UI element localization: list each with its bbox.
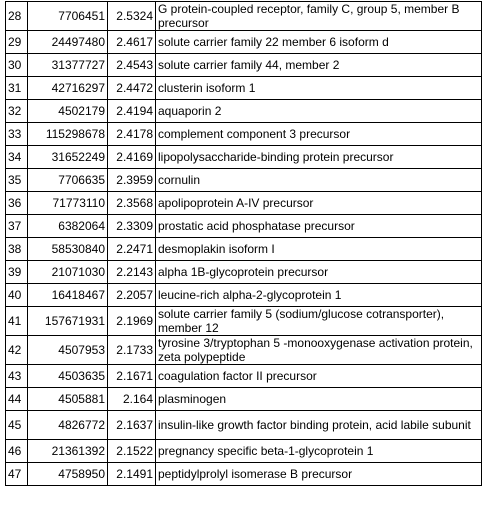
- gi-number-cell: 16418467: [28, 284, 108, 307]
- score-cell: 2.1969: [108, 307, 156, 336]
- row-index-cell: 42: [6, 336, 28, 365]
- gi-number-cell: 58530840: [28, 238, 108, 261]
- protein-table-document: [5, 1, 482, 486]
- description-cell: clusterin isoform 1: [156, 77, 482, 100]
- score-cell: 2.1671: [108, 365, 156, 388]
- description-cell: apolipoprotein A-IV precursor: [156, 192, 482, 215]
- table-row: [6, 146, 482, 169]
- description-cell: coagulation factor II precursor: [156, 365, 482, 388]
- gi-number-cell: 21361392: [28, 440, 108, 463]
- row-index-cell: 36: [6, 192, 28, 215]
- row-index-cell: 44: [6, 388, 28, 411]
- score-cell: 2.1491: [108, 463, 156, 486]
- table-row: [6, 307, 482, 336]
- row-index-cell: 47: [6, 463, 28, 486]
- table-row: [6, 31, 482, 54]
- table-row: [6, 388, 482, 411]
- description-cell: prostatic acid phosphatase precursor: [156, 215, 482, 238]
- gi-number-cell: 6382064: [28, 215, 108, 238]
- score-cell: 2.3959: [108, 169, 156, 192]
- table-row: [6, 440, 482, 463]
- score-cell: 2.2471: [108, 238, 156, 261]
- gi-number-cell: 115298678: [28, 123, 108, 146]
- gi-number-cell: 157671931: [28, 307, 108, 336]
- description-cell: complement component 3 precursor: [156, 123, 482, 146]
- score-cell: 2.1733: [108, 336, 156, 365]
- description-cell: insulin-like growth factor binding protein, acid labile subunit: [156, 411, 482, 440]
- table-row: [6, 238, 482, 261]
- gi-number-cell: 4503635: [28, 365, 108, 388]
- gi-number-cell: 7706451: [28, 2, 108, 31]
- gi-number-cell: 31377727: [28, 54, 108, 77]
- description-cell: leucine-rich alpha-2-glycoprotein 1: [156, 284, 482, 307]
- score-cell: 2.2057: [108, 284, 156, 307]
- row-index-cell: 38: [6, 238, 28, 261]
- description-cell: tyrosine 3/tryptophan 5 -monooxygenase activation protein, zeta polypeptide: [156, 336, 482, 365]
- table-row: [6, 100, 482, 123]
- row-index-cell: 40: [6, 284, 28, 307]
- row-index-cell: 30: [6, 54, 28, 77]
- table-row: [6, 215, 482, 238]
- gi-number-cell: 4758950: [28, 463, 108, 486]
- description-cell: peptidylprolyl isomerase B precursor: [156, 463, 482, 486]
- table-row: [6, 54, 482, 77]
- score-cell: 2.4617: [108, 31, 156, 54]
- table-row: [6, 336, 482, 365]
- gi-number-cell: 24497480: [28, 31, 108, 54]
- description-cell: aquaporin 2: [156, 100, 482, 123]
- score-cell: 2.1522: [108, 440, 156, 463]
- description-cell: cornulin: [156, 169, 482, 192]
- score-cell: 2.4543: [108, 54, 156, 77]
- gi-number-cell: 4505881: [28, 388, 108, 411]
- gi-number-cell: 42716297: [28, 77, 108, 100]
- table-row: [6, 123, 482, 146]
- description-cell: solute carrier family 22 member 6 isoform d: [156, 31, 482, 54]
- protein-table: [5, 1, 482, 486]
- description-cell: alpha 1B-glycoprotein precursor: [156, 261, 482, 284]
- row-index-cell: 28: [6, 2, 28, 31]
- description-cell: solute carrier family 44, member 2: [156, 54, 482, 77]
- row-index-cell: 45: [6, 411, 28, 440]
- table-body: [6, 2, 482, 486]
- row-index-cell: 43: [6, 365, 28, 388]
- description-cell: lipopolysaccharide-binding protein precursor: [156, 146, 482, 169]
- gi-number-cell: 31652249: [28, 146, 108, 169]
- gi-number-cell: 7706635: [28, 169, 108, 192]
- table-row: [6, 463, 482, 486]
- description-cell: desmoplakin isoform I: [156, 238, 482, 261]
- score-cell: 2.4194: [108, 100, 156, 123]
- table-row: [6, 169, 482, 192]
- row-index-cell: 29: [6, 31, 28, 54]
- row-index-cell: 41: [6, 307, 28, 336]
- table-row: [6, 284, 482, 307]
- score-cell: 2.4169: [108, 146, 156, 169]
- row-index-cell: 33: [6, 123, 28, 146]
- row-index-cell: 31: [6, 77, 28, 100]
- table-row: [6, 77, 482, 100]
- score-cell: 2.5324: [108, 2, 156, 31]
- row-index-cell: 35: [6, 169, 28, 192]
- score-cell: 2.1637: [108, 411, 156, 440]
- gi-number-cell: 71773110: [28, 192, 108, 215]
- row-index-cell: 37: [6, 215, 28, 238]
- table-row: [6, 411, 482, 440]
- gi-number-cell: 4507953: [28, 336, 108, 365]
- row-index-cell: 39: [6, 261, 28, 284]
- row-index-cell: 32: [6, 100, 28, 123]
- score-cell: 2.3309: [108, 215, 156, 238]
- gi-number-cell: 21071030: [28, 261, 108, 284]
- score-cell: 2.2143: [108, 261, 156, 284]
- table-row: [6, 365, 482, 388]
- description-cell: pregnancy specific beta-1-glycoprotein 1: [156, 440, 482, 463]
- score-cell: 2.3568: [108, 192, 156, 215]
- table-row: [6, 192, 482, 215]
- score-cell: 2.4472: [108, 77, 156, 100]
- row-index-cell: 46: [6, 440, 28, 463]
- description-cell: plasminogen: [156, 388, 482, 411]
- row-index-cell: 34: [6, 146, 28, 169]
- score-cell: 2.164: [108, 388, 156, 411]
- table-row: [6, 2, 482, 31]
- gi-number-cell: 4502179: [28, 100, 108, 123]
- table-row: [6, 261, 482, 284]
- description-cell: solute carrier family 5 (sodium/glucose cotransporter), member 12: [156, 307, 482, 336]
- gi-number-cell: 4826772: [28, 411, 108, 440]
- description-cell: G protein-coupled receptor, family C, group 5, member B precursor: [156, 2, 482, 31]
- score-cell: 2.4178: [108, 123, 156, 146]
